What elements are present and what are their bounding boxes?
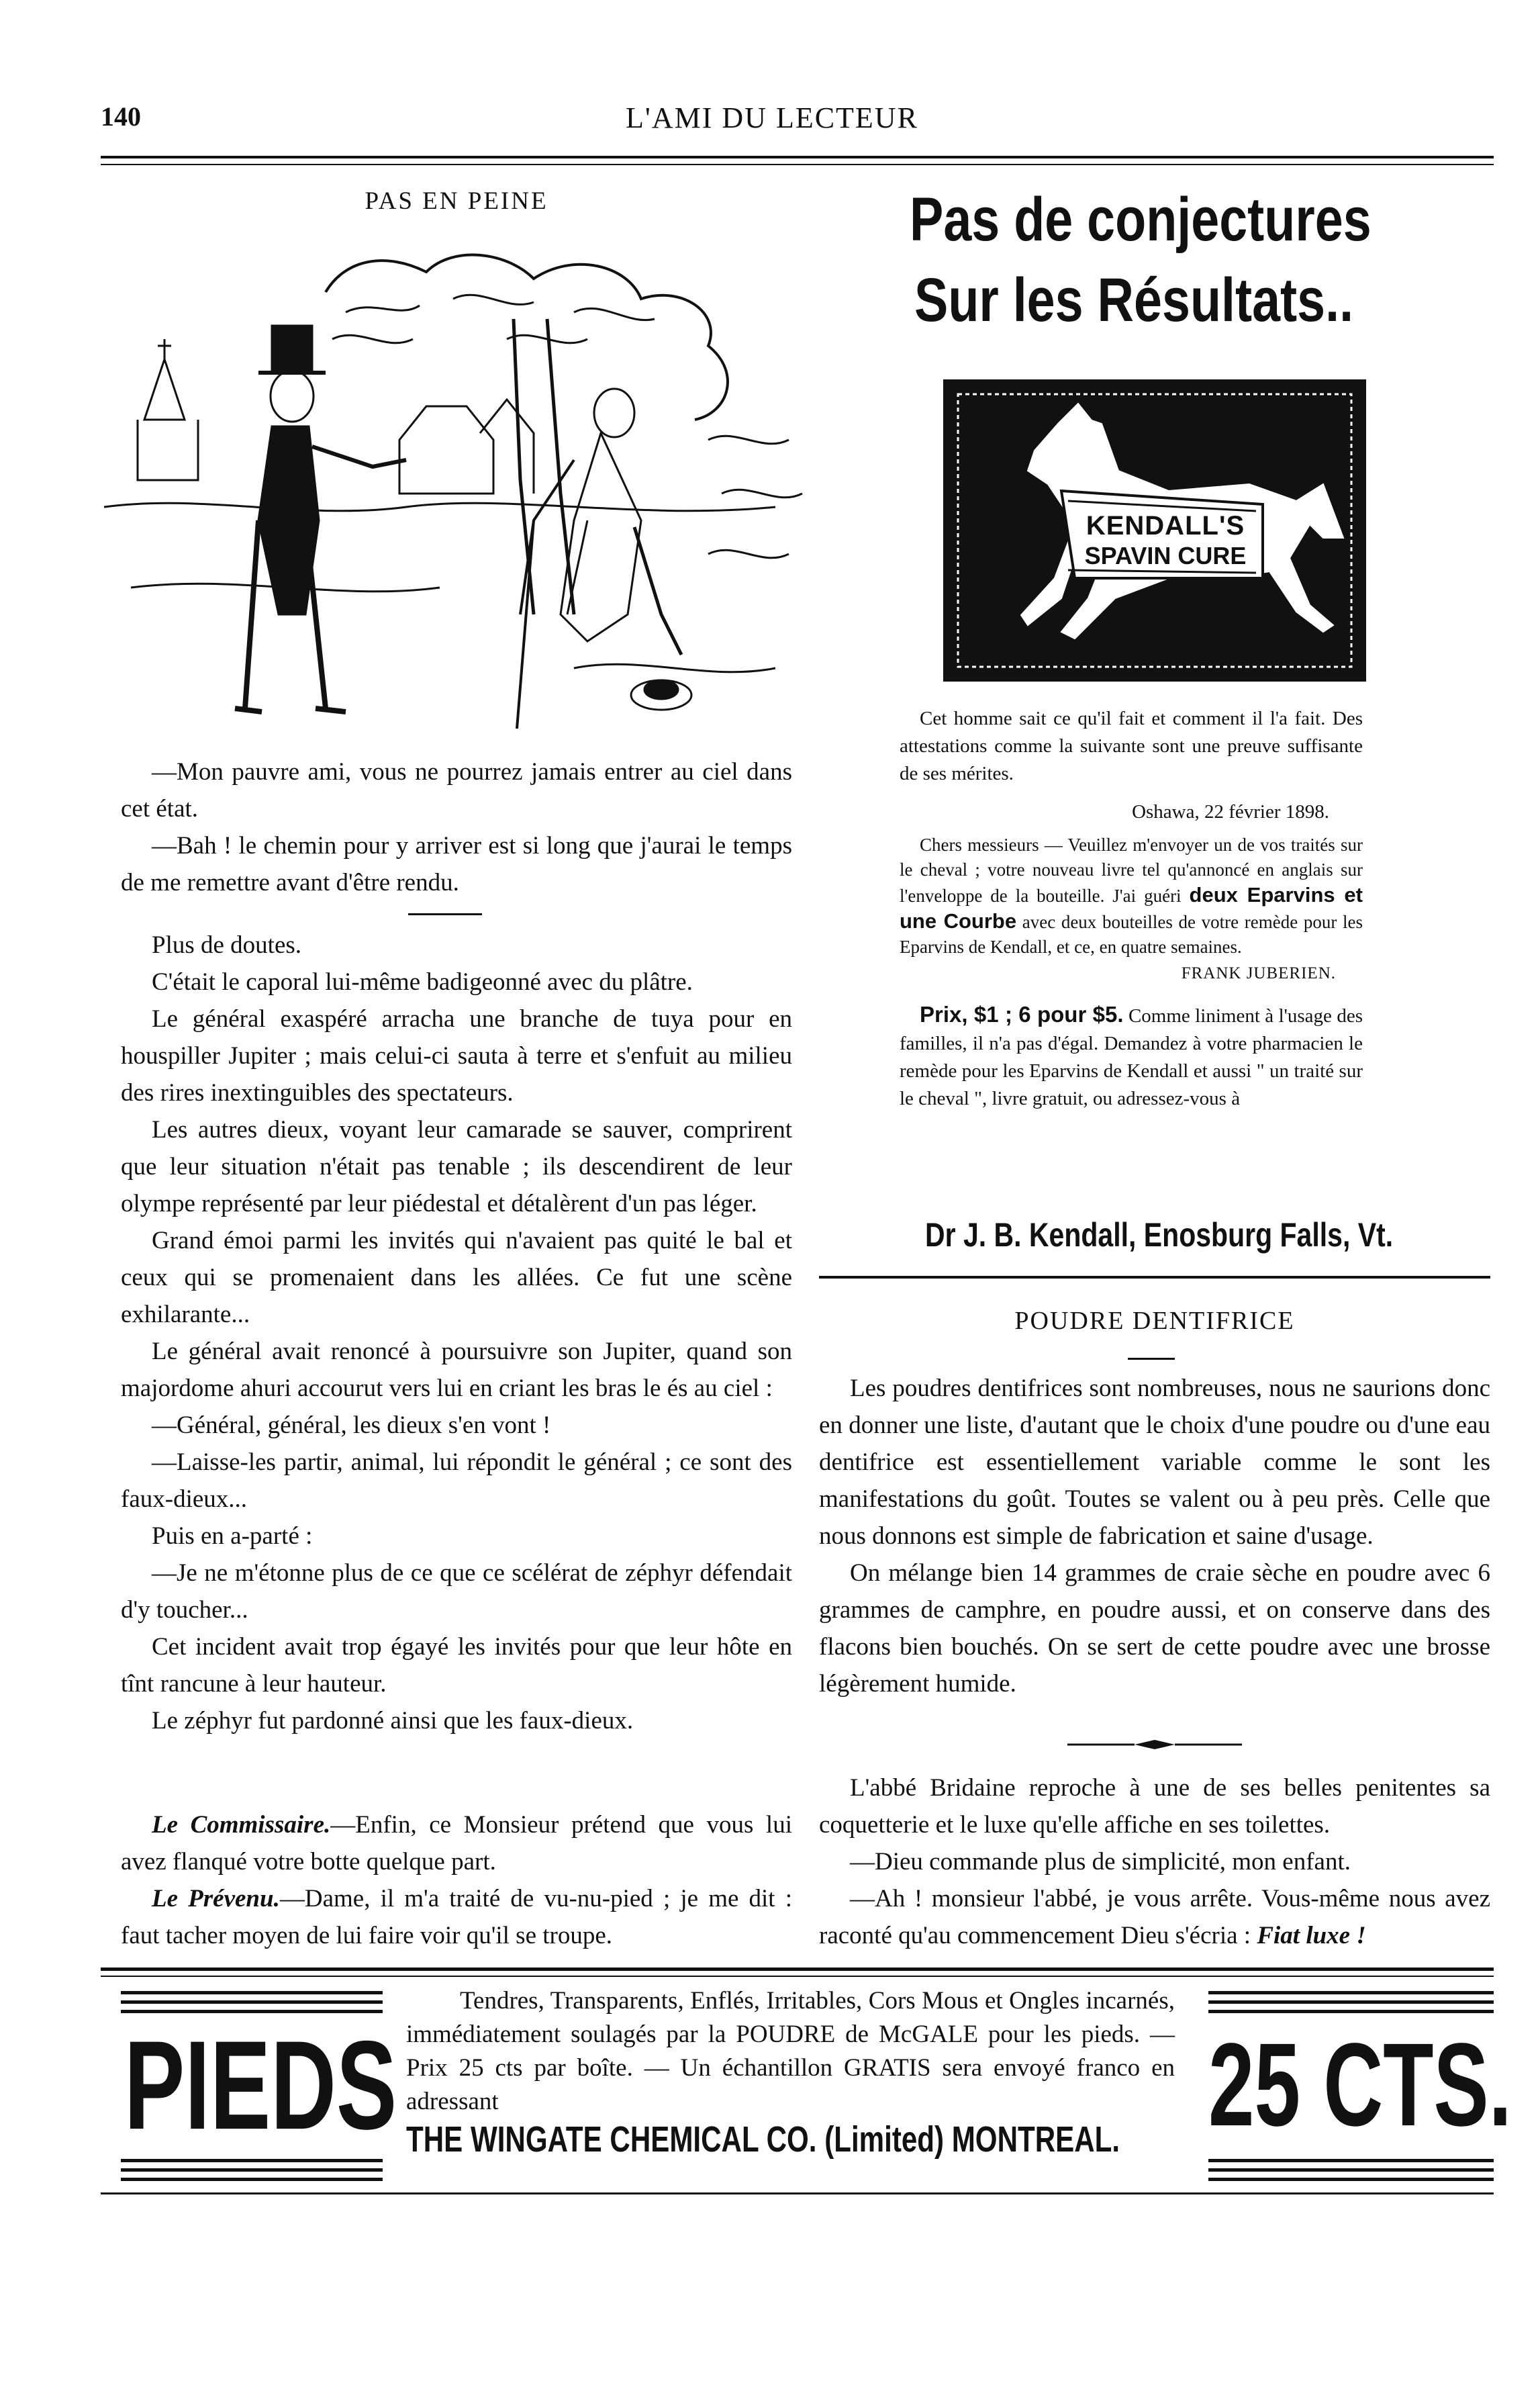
cartoon-caption	[121, 753, 792, 901]
poudre-text	[819, 1370, 1490, 1702]
column-rule	[819, 1276, 1490, 1279]
left-bars-bottom	[121, 2159, 383, 2181]
caption-line-2: —Bah ! le chemin pour y arriver est si long que j'aurai le temps de me remettre avant d'être rendu.	[121, 832, 792, 896]
story-paragraph: Cet incident avait trop égayé les invités pour que leur hôte en tînt rancune à leur hauteur.	[121, 1633, 792, 1698]
poudre-paragraph-2: On mélange bien 14 grammes de craie sèche en poudre avec 6 grammes de camphre, en poudre aussi, et on conserve dans des flacons bien bouchés. On se sert de cette poudre avec une brosse légèrement humide.	[819, 1559, 1490, 1698]
dialogue-line-2: Le Prévenu.—Dame, il m'a traité de vu-nu-pied ; je me dit : faut tacher moyen de lui faire voir qu'il se troupe.	[121, 1885, 792, 1949]
story-paragraph: Grand émoi parmi les invités qui n'avaient pas quité le bal et ceux qui se promenaient dans les allées. Ce fut une scène exhilarante...	[121, 1227, 792, 1328]
story-paragraph: —Général, général, les dieux s'en vont !	[152, 1412, 551, 1439]
cartoon-illustration	[104, 238, 809, 739]
ornamental-divider	[1067, 1738, 1242, 1751]
speaker-prevenu: Le Prévenu.	[152, 1885, 280, 1912]
story-paragraph: Le général exaspéré arracha une branche de tuya pour en houspiller Jupiter ; mais celui-ci sauta à terre et s'enfuit au milieu des rires inextinguibles des spectateurs.	[121, 1005, 792, 1107]
bridaine-paragraph-2: —Dieu commande plus de simplicité, mon enfant.	[850, 1848, 1351, 1876]
bottom-ad-rule-top	[101, 1968, 1494, 1971]
pieds-title: PIEDS	[124, 2015, 397, 2156]
story-text	[121, 927, 792, 1739]
caption-line-1: —Mon pauvre ami, vous ne pourrez jamais entrer au ciel dans cet état.	[121, 758, 792, 823]
fiat-luxe: Fiat luxe !	[1257, 1922, 1366, 1949]
price-paragraph: Prix, $1 ; 6 pour $5. Comme liniment à l'usage des familles, il n'a pas d'égal. Demandez à votre pharmacien le remède pour les Eparvins de Kendall et aussi " un traité sur le cheval ", livre gratuit, ou adressez-vous à	[900, 1002, 1363, 1109]
price-bold: Prix, $1 ; 6 pour $5.	[920, 1002, 1124, 1027]
header-rule-bottom	[101, 164, 1494, 165]
story-paragraph: Le général avait renoncé à poursuivre son Jupiter, quand son majordome ahuri accourut vers lui en criant les bras le és au ciel :	[121, 1338, 792, 1402]
letter-bold: deux Eparvins et une Courbe	[900, 883, 1363, 933]
poudre-title-rule	[1128, 1358, 1175, 1360]
bottom-ad-rule-top-2	[101, 1976, 1494, 1977]
speaker-commissaire: Le Commissaire.	[152, 1811, 331, 1839]
pieds-body: Tendres, Transparents, Enflés, Irritables, Cors Mous et Ongles incarnés, immédiatement soulagés par la POUDRE de McGALE pour les pieds. — Prix 25 cts par boîte. — Un échantillon GRATIS sera envoyé franco en adressant	[406, 1987, 1175, 2115]
story-paragraph: —Je ne m'étonne plus de ce que ce scélérat de zéphyr défendait d'y toucher...	[121, 1559, 792, 1624]
story-paragraph: Puis en a-parté :	[152, 1522, 313, 1550]
right-bars-bottom	[1208, 2159, 1494, 2181]
dialogue	[121, 1806, 792, 1954]
dialogue-line-1: Le Commissaire.—Enfin, ce Monsieur prétend que vous lui avez flanqué votre botte quelque part.	[121, 1811, 792, 1876]
pieds-price: 25 CTS.	[1208, 2019, 1512, 2151]
kendall-address: Dr J. B. Kendall, Enosburg Falls, Vt.	[925, 1216, 1394, 1254]
bottom-ad-rule-bottom	[101, 2192, 1494, 2194]
blanket-label-2: SPAVIN CURE	[1084, 542, 1247, 569]
poudre-title: POUDRE DENTIFRICE	[1014, 1307, 1295, 1335]
blanket-label-1: KENDALL'S	[1086, 511, 1245, 541]
header-rule-top	[101, 156, 1494, 158]
story-paragraph: Plus de doutes.	[152, 931, 302, 959]
page-number: 140	[101, 101, 141, 132]
story-paragraph: C'était le caporal lui-même badigeonné avec du plâtre.	[152, 968, 693, 996]
cartoon-title: PAS EN PEINE	[365, 187, 548, 215]
story-paragraph: —Laisse-les partir, animal, lui répondit le général ; ce sont des faux-dieux...	[121, 1448, 792, 1513]
letter-signature: FRANK JUBERIEN.	[1181, 964, 1336, 982]
bridaine-text	[819, 1769, 1490, 1954]
pieds-company: THE WINGATE CHEMICAL CO. (Limited) MONTREAL.	[406, 2119, 1120, 2160]
letter-date: Oshawa, 22 février 1898.	[1132, 801, 1329, 823]
letter-body: Chers messieurs — Veuillez m'envoyer un de vos traités sur le cheval ; votre nouveau livre tel qu'annoncé en anglais sur l'enveloppe de la bouteille. J'ai guéri deux Eparvins et une Courbe avec deux bouteilles de votre remède pour les Eparvins de Kendall, et ce, en quatre semaines.	[900, 835, 1363, 957]
horse-illustration	[943, 379, 1366, 682]
bridaine-paragraph-3: —Ah ! monsieur l'abbé, je vous arrête. Vous-même nous avez raconté qu'au commencement Dieu s'écria : Fiat luxe !	[819, 1885, 1490, 1949]
ad-headline-2: Sur les Résultats..	[914, 266, 1354, 334]
story-paragraph: Le zéphyr fut pardonné ainsi que les faux-dieux.	[152, 1707, 634, 1734]
separator-rule-1	[408, 913, 482, 915]
right-bars-top	[1208, 1991, 1494, 2013]
poudre-paragraph-1: Les poudres dentifrices sont nombreuses, nous ne saurions donc en donner une liste, d'autant que le choix d'une poudre ou d'une eau dentifrice est essentiellement variable comme le sont les manifestations du goût. Toutes se valent ou à peu près. Celle que nous donnons est simple de fabrication et saine d'usage.	[819, 1375, 1490, 1550]
story-paragraph: Les autres dieux, voyant leur camarade se sauver, comprirent que leur situation n'était pas tenable ; ils descendirent de leur olympe représenté par leur piédestal et détalèrent d'un pas léger.	[121, 1116, 792, 1217]
running-title: L'AMI DU LECTEUR	[626, 101, 918, 134]
left-bars-top	[121, 1991, 383, 2013]
ad-intro: Cet homme sait ce qu'il fait et comment il l'a fait. Des attestations comme la suivante sont une preuve suffisante de ses mérites.	[900, 708, 1363, 784]
ad-body	[900, 705, 1363, 1113]
ad-headline-1: Pas de conjectures	[910, 185, 1371, 254]
bridaine-paragraph-1: L'abbé Bridaine reproche à une de ses belles penitentes sa coquetterie et le luxe qu'elle affiche en ses toilettes.	[819, 1774, 1490, 1839]
